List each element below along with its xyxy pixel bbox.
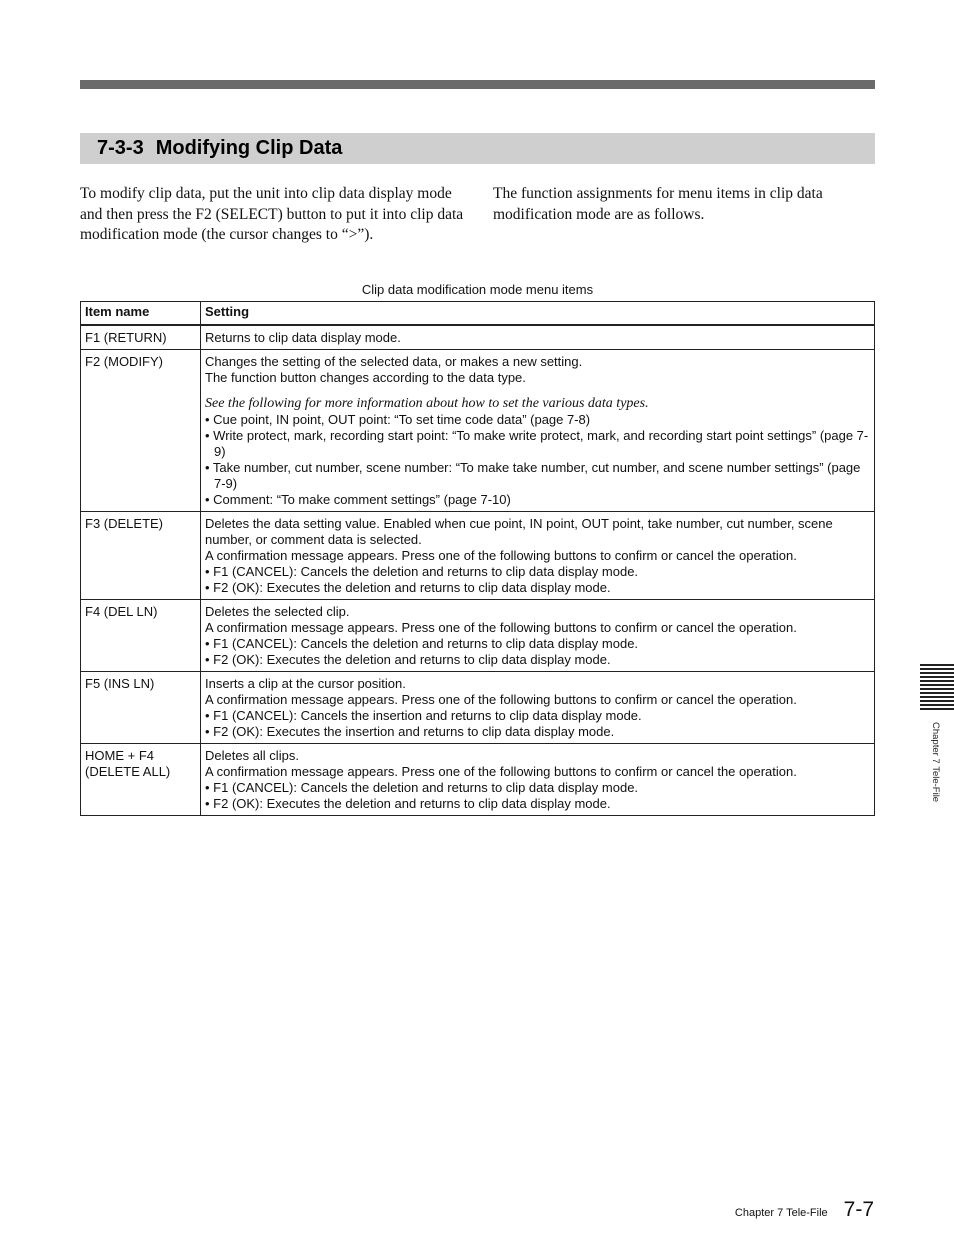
section-number: 7-3-3 [97, 137, 144, 159]
setting-cell [201, 325, 875, 350]
side-chapter-label: Chapter 7 Tele-File [930, 722, 941, 803]
item-name-cell: F5 (INS LN) [81, 672, 201, 744]
setting-line: Deletes all clips. [205, 748, 299, 763]
setting-line: A confirmation message appears. Press one of the following buttons to confirm or cancel the operation. [205, 692, 797, 707]
table-row [81, 512, 875, 600]
setting-line: A confirmation message appears. Press one of the following buttons to confirm or cancel the operation. [205, 764, 797, 779]
item-name-cell: F1 (RETURN) [81, 325, 201, 350]
bullet-item: • F2 (OK): Executes the deletion and returns to clip data display mode. [205, 652, 611, 667]
header-setting: Setting [201, 302, 875, 326]
header-item-name: Item name [81, 302, 201, 326]
bullet-item: • Write protect, mark, recording start point: “To make write protect, mark, and recording start point settings” (page 7-9) [205, 428, 869, 459]
reference-note: See the following for more information about how to set the various data types. [205, 396, 649, 411]
page-number: 7-7 [843, 1198, 874, 1221]
setting-cell [201, 672, 875, 744]
item-name-cell: F4 (DEL LN) [81, 600, 201, 672]
bullet-item: • Comment: “To make comment settings” (page 7-10) [205, 492, 511, 507]
chapter-thumb-tab [920, 664, 954, 711]
footer-chapter: Chapter 7 Tele-File [734, 1207, 828, 1219]
top-rule [80, 80, 875, 89]
table-body [81, 325, 875, 816]
table-row [81, 600, 875, 672]
table-row [81, 672, 875, 744]
setting-cell [201, 600, 875, 672]
bullet-item: • F2 (OK): Executes the deletion and returns to clip data display mode. [205, 580, 611, 595]
item-name-cell: F3 (DELETE) [81, 512, 201, 600]
intro-paragraph-right: The function assignments for menu items in clip data modification mode are as follows. [493, 185, 823, 223]
bullet-item: • F2 (OK): Executes the deletion and returns to clip data display mode. [205, 796, 611, 811]
setting-line: Returns to clip data display mode. [205, 330, 401, 345]
table-row [81, 325, 875, 350]
table-header-row [81, 302, 875, 326]
setting-line: The function button changes according to the data type. [205, 370, 526, 385]
item-name-cell: HOME + F4 (DELETE ALL) [81, 744, 201, 816]
page-footer [735, 1198, 874, 1222]
setting-line: Deletes the selected clip. [205, 604, 350, 619]
table-row [81, 744, 875, 816]
setting-line: Deletes the data setting value. Enabled when cue point, IN point, OUT point, take number, cut number, scene number, or comment data is selected. [205, 516, 833, 547]
setting-cell [201, 744, 875, 816]
table-row [81, 350, 875, 512]
intro-paragraph-left: To modify clip data, put the unit into clip data display mode and then press the F2 (SELECT) button to put it into clip data modification mode (the cursor changes to “>”). [80, 185, 464, 243]
bullet-item: • F2 (OK): Executes the insertion and returns to clip data display mode. [205, 724, 615, 739]
section-title [97, 137, 342, 160]
bullet-item: • F1 (CANCEL): Cancels the insertion and returns to clip data display mode. [205, 708, 642, 723]
setting-line: A confirmation message appears. Press one of the following buttons to confirm or cancel the operation. [205, 548, 797, 563]
setting-line: A confirmation message appears. Press one of the following buttons to confirm or cancel the operation. [205, 620, 797, 635]
bullet-item: • F1 (CANCEL): Cancels the deletion and returns to clip data display mode. [205, 636, 639, 651]
setting-cell [201, 512, 875, 600]
section-heading-bar [80, 133, 875, 164]
setting-line: Changes the setting of the selected data, or makes a new setting. [205, 354, 583, 369]
bullet-item: • F1 (CANCEL): Cancels the deletion and returns to clip data display mode. [205, 780, 639, 795]
bullet-item: • Cue point, IN point, OUT point: “To set time code data” (page 7-8) [205, 412, 591, 427]
setting-cell [201, 350, 875, 512]
bullet-item: • Take number, cut number, scene number: “To make take number, cut number, and scene number settings” (page 7-9) [205, 460, 861, 491]
menu-items-table [80, 301, 875, 816]
bullet-item: • F1 (CANCEL): Cancels the deletion and returns to clip data display mode. [205, 564, 639, 579]
item-name-cell: F2 (MODIFY) [81, 350, 201, 512]
section-title-text: Modifying Clip Data [155, 137, 343, 159]
table-caption: Clip data modification mode menu items [361, 282, 594, 297]
setting-line: Inserts a clip at the cursor position. [205, 676, 406, 691]
